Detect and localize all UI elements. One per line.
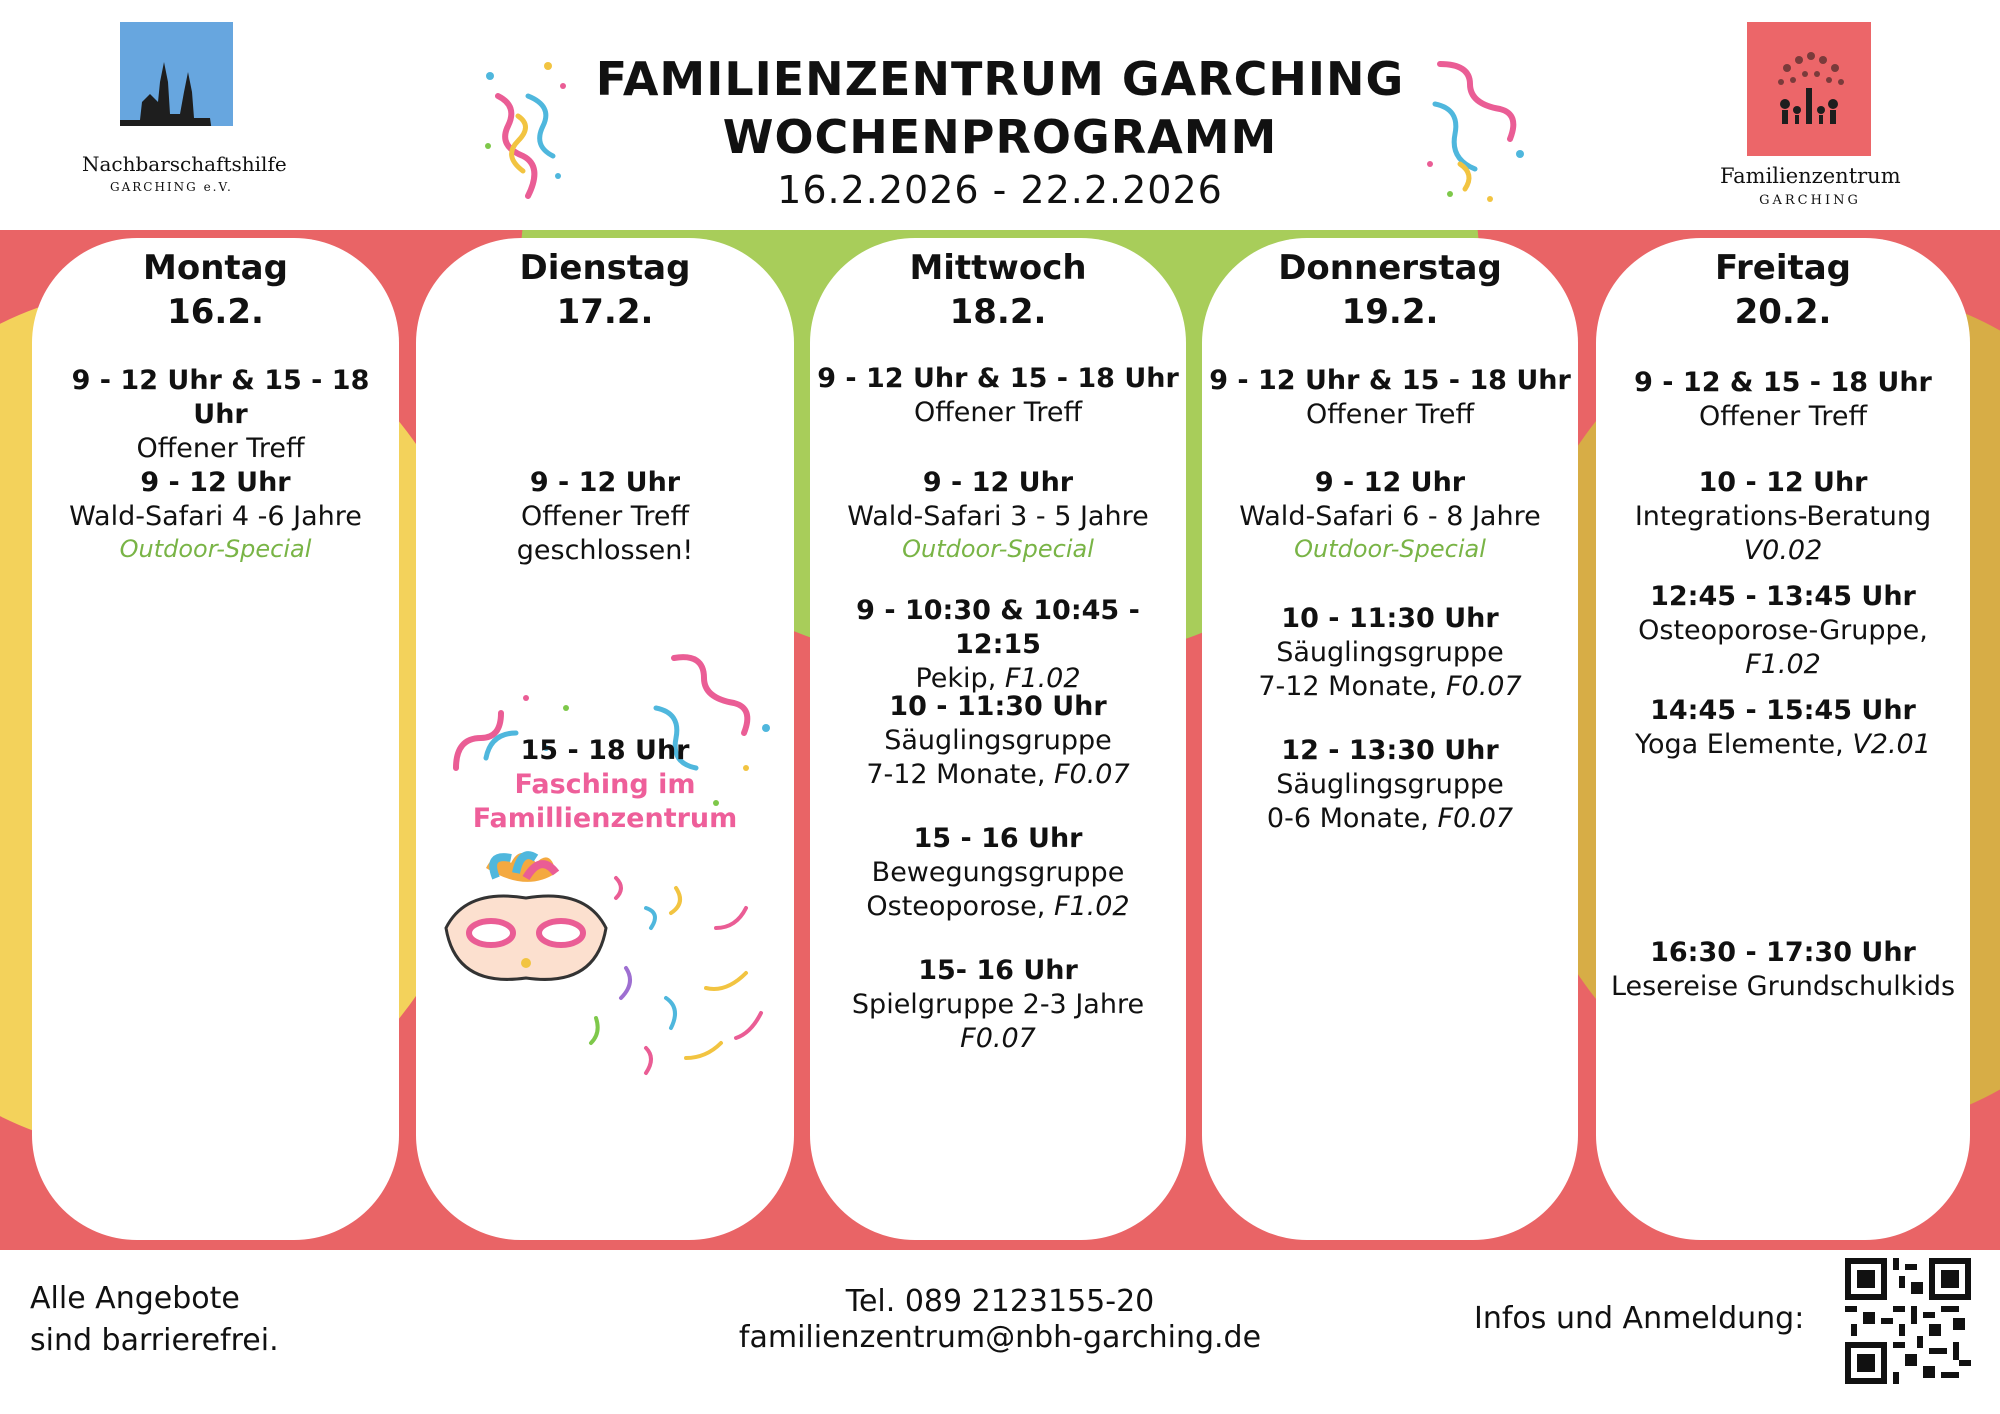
event-desc: Wald-Safari 3 - 5 Jahre [847, 501, 1149, 532]
event-room: F1.02 [1004, 663, 1081, 694]
event-desc: Wald-Safari 6 - 8 Jahre [1239, 501, 1541, 532]
event-fasching [416, 734, 794, 836]
familienzentrum-subline: GARCHING [1759, 193, 1861, 208]
day-name: Montag [143, 248, 288, 288]
day-name: Mittwoch [909, 248, 1087, 288]
day-date: 20.2. [1734, 292, 1832, 332]
event-time: 14:45 - 15:45 Uhr [1650, 695, 1916, 726]
nachbarschaftshilfe-logo [120, 22, 233, 134]
day-card-mittwoch [810, 238, 1186, 1240]
event-room: F0.07 [960, 1023, 1036, 1054]
event-desc: Osteoporose-Gruppe, [1638, 615, 1928, 646]
event [1596, 466, 1970, 568]
date-range: 16.2.2026 - 22.2.2026 [777, 168, 1223, 212]
event-desc: Spielgruppe 2-3 Jahre [851, 989, 1145, 1020]
accessibility-line2: sind barrierefrei. [30, 1323, 279, 1358]
event-desc: Säuglingsgruppe [1276, 637, 1504, 668]
event-desc: Offener Treff [136, 433, 305, 464]
event [1596, 694, 1970, 762]
event-highlight: Famillienzentrum [472, 803, 738, 834]
event-time: 10 - 11:30 Uhr [889, 691, 1107, 722]
event-room: V2.01 [1852, 729, 1931, 760]
day-date: 17.2. [556, 292, 654, 332]
day-heading [416, 246, 794, 334]
event [1202, 734, 1578, 836]
event-time: 9 - 12 & 15 - 18 Uhr [1634, 367, 1932, 398]
event-time: 10 - 11:30 Uhr [1281, 603, 1499, 634]
event [1202, 466, 1578, 564]
event-desc: Offener Treff [913, 397, 1083, 428]
event-desc: Offener Treff [1305, 399, 1475, 430]
event [1202, 602, 1578, 704]
event-desc: Lesereise Grundschulkids [1610, 971, 1956, 1002]
event-time: 9 - 10:30 & 10:45 - 12:15 [856, 595, 1140, 660]
qr-code-icon[interactable] [1845, 1258, 1971, 1384]
day-card-montag [32, 238, 399, 1240]
event-desc: Bewegungsgruppe [871, 857, 1125, 888]
event-highlight: Fasching im [514, 769, 696, 800]
event-desc-detail: 7-12 Monate, [866, 759, 1055, 790]
day-name: Freitag [1714, 248, 1852, 288]
event-desc: Wald-Safari 4 -6 Jahre [69, 501, 362, 532]
event [810, 690, 1186, 792]
event [1596, 580, 1970, 682]
page-title-line1: FAMILIENZENTRUM GARCHING [595, 52, 1405, 106]
familienzentrum-name: Familienzentrum [1720, 164, 1901, 188]
event [810, 594, 1186, 696]
day-card-dienstag [416, 238, 794, 1240]
family-tree-icon [1747, 22, 1871, 156]
event [1596, 366, 1970, 434]
day-name: Dienstag [519, 248, 691, 288]
accessibility-line1: Alle Angebote [30, 1281, 240, 1316]
event-special: Outdoor-Special [902, 535, 1094, 563]
event-time: 9 - 12 Uhr & 15 - 18 Uhr [1209, 365, 1571, 396]
event-time: 15- 16 Uhr [918, 955, 1078, 986]
accessibility-note [30, 1278, 279, 1362]
event-desc-status: geschlossen! [516, 535, 694, 566]
event-room: V0.02 [1743, 535, 1823, 566]
event-desc-detail: 7-12 Monate, [1258, 671, 1447, 702]
event-room: F0.07 [1054, 759, 1130, 790]
day-heading [810, 246, 1186, 334]
page-title-line2: WOCHENPROGRAMM [722, 110, 1278, 164]
nachbarschaftshilfe-subline: GARCHING e.V. [110, 180, 233, 194]
town-skyline-icon [120, 22, 233, 134]
phone-number: Tel. 089 2123155-20 [845, 1284, 1155, 1319]
event-desc: Pekip, [915, 663, 1005, 694]
event [42, 364, 399, 466]
event-time: 12 - 13:30 Uhr [1281, 735, 1499, 766]
day-heading [1202, 246, 1578, 334]
event-time: 9 - 12 Uhr [1314, 467, 1466, 498]
event-time: 9 - 12 Uhr [529, 467, 681, 498]
event-desc-detail: 0-6 Monate, [1266, 803, 1438, 834]
familienzentrum-logo [1747, 22, 1871, 156]
event-time: 9 - 12 Uhr [140, 467, 291, 498]
event [32, 466, 399, 564]
event [810, 466, 1186, 564]
event-room: F0.07 [1446, 671, 1522, 702]
event-room: F1.02 [1745, 649, 1821, 680]
event-special: Outdoor-Special [119, 535, 312, 563]
event-time: 15 - 18 Uhr [520, 735, 690, 766]
event-desc: Integrations-Beratung [1634, 501, 1932, 532]
email-address[interactable]: familienzentrum@nbh-garching.de [738, 1320, 1262, 1355]
day-name: Donnerstag [1278, 248, 1502, 288]
info-label: Infos und Anmeldung: [1474, 1301, 1805, 1336]
day-date: 19.2. [1341, 292, 1439, 332]
day-date: 16.2. [167, 292, 264, 332]
day-date: 18.2. [949, 292, 1047, 332]
event-room: F1.02 [1053, 891, 1130, 922]
event-desc: Säuglingsgruppe [884, 725, 1112, 756]
contact-info [600, 1284, 1400, 1356]
event-room: F0.07 [1437, 803, 1514, 834]
day-card-donnerstag [1202, 238, 1578, 1240]
day-heading [1596, 246, 1970, 334]
event [810, 822, 1186, 924]
event-desc: Yoga Elemente, [1635, 729, 1853, 760]
day-card-freitag [1596, 238, 1970, 1240]
event [1202, 364, 1578, 432]
event-time: 9 - 12 Uhr & 15 - 18 Uhr [817, 363, 1179, 394]
event [810, 362, 1186, 430]
event [416, 466, 794, 568]
event [810, 954, 1186, 1056]
event-time: 10 - 12 Uhr [1698, 467, 1868, 498]
carnival-mask-icon [416, 848, 794, 1088]
event [1596, 936, 1970, 1004]
event-time: 15 - 16 Uhr [913, 823, 1083, 854]
day-heading [32, 246, 399, 334]
event-time: 9 - 12 Uhr & 15 - 18 Uhr [71, 365, 370, 430]
event-desc: Säuglingsgruppe [1276, 769, 1504, 800]
event-time: 12:45 - 13:45 Uhr [1650, 581, 1916, 612]
event-time: 9 - 12 Uhr [922, 467, 1074, 498]
event-desc: Offener Treff [1698, 401, 1868, 432]
event-special: Outdoor-Special [1294, 535, 1486, 563]
event-desc-detail: Osteoporose, [866, 891, 1054, 922]
nachbarschaftshilfe-name: Nachbarschaftshilfe [82, 152, 287, 176]
event-time: 16:30 - 17:30 Uhr [1650, 937, 1916, 968]
event-desc: Offener Treff [520, 501, 690, 532]
